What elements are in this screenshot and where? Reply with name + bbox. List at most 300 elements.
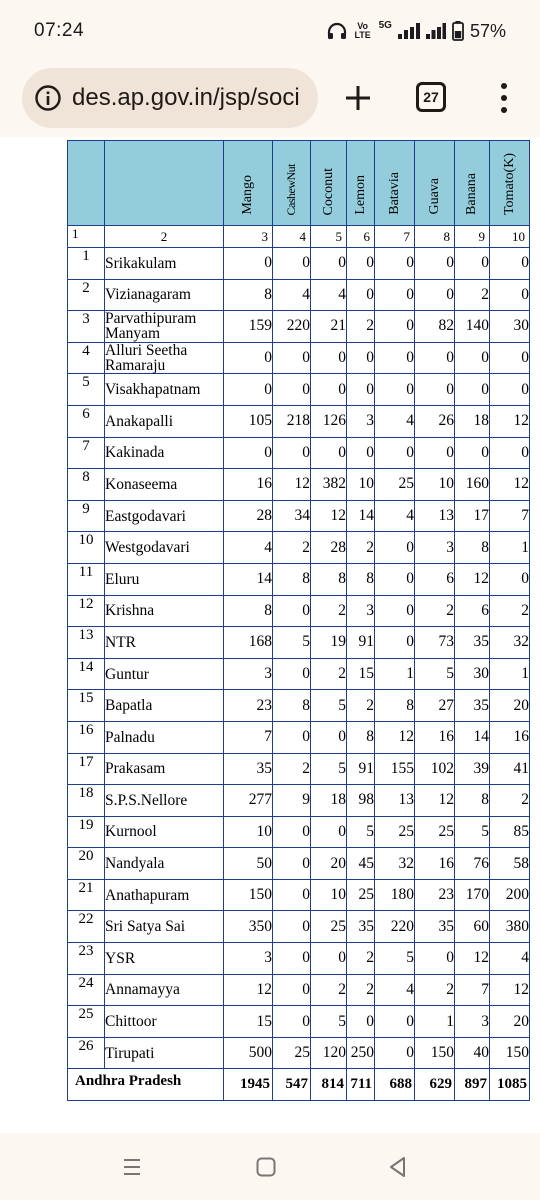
row-value: 5	[311, 1006, 347, 1038]
row-value: 0	[224, 437, 273, 469]
table-row	[68, 721, 530, 753]
row-value: 12	[415, 785, 455, 817]
row-value: 27	[415, 690, 455, 722]
row-serial: 9	[68, 500, 105, 532]
tabs-icon[interactable]	[416, 82, 446, 112]
row-value: 0	[415, 248, 455, 280]
row-value: 8	[455, 532, 490, 564]
row-value: 23	[224, 690, 273, 722]
row-value: 0	[375, 563, 415, 595]
row-serial: 18	[68, 785, 105, 817]
row-value: 20	[490, 1006, 530, 1038]
index-row	[68, 226, 530, 248]
row-value: 10	[347, 469, 375, 501]
row-value: 0	[375, 374, 415, 406]
row-value: 0	[273, 911, 311, 943]
row-value: 4	[375, 500, 415, 532]
row-value: 12	[311, 500, 347, 532]
row-serial: 19	[68, 816, 105, 848]
row-district: Palnadu	[105, 721, 224, 753]
row-value: 14	[455, 721, 490, 753]
row-serial: 22	[68, 911, 105, 943]
row-value: 0	[375, 1037, 415, 1069]
table-row	[68, 974, 530, 1006]
table-row	[68, 405, 530, 437]
header-cashewnut: CashewNut	[273, 141, 311, 226]
row-value: 98	[347, 785, 375, 817]
row-value: 4	[273, 279, 311, 311]
url-text[interactable]: des.ap.gov.in/jsp/soci	[72, 84, 300, 111]
page-viewport[interactable]	[0, 137, 540, 1133]
row-value: 7	[455, 974, 490, 1006]
row-value: 8	[347, 563, 375, 595]
row-district: Parvathipuram Manyam	[105, 311, 224, 343]
table-row	[68, 943, 530, 975]
row-value: 0	[273, 1006, 311, 1038]
row-value: 7	[224, 721, 273, 753]
row-district: Alluri Seetha Ramaraju	[105, 342, 224, 374]
header-district	[105, 141, 224, 226]
row-value: 0	[375, 437, 415, 469]
table-row	[68, 785, 530, 817]
row-value: 159	[224, 311, 273, 343]
row-district: Tirupati	[105, 1037, 224, 1069]
table-row	[68, 753, 530, 785]
row-value: 0	[415, 943, 455, 975]
menu-icon[interactable]	[494, 80, 514, 116]
row-value: 8	[224, 595, 273, 627]
row-value: 35	[455, 690, 490, 722]
row-value: 0	[273, 248, 311, 280]
signal-icon	[426, 23, 446, 39]
row-value: 21	[311, 311, 347, 343]
row-value: 7	[490, 500, 530, 532]
row-value: 0	[490, 279, 530, 311]
index-cell: 5	[311, 226, 347, 248]
row-value: 0	[273, 816, 311, 848]
status-time: 07:24	[34, 20, 85, 41]
row-value: 2	[347, 974, 375, 1006]
table-row	[68, 658, 530, 690]
recents-icon[interactable]	[120, 1155, 144, 1179]
row-value: 220	[375, 911, 415, 943]
row-value: 10	[224, 816, 273, 848]
row-value: 102	[415, 753, 455, 785]
total-row	[68, 1069, 530, 1101]
row-value: 150	[415, 1037, 455, 1069]
row-value: 8	[273, 563, 311, 595]
row-value: 20	[311, 848, 347, 880]
table-row	[68, 532, 530, 564]
back-icon[interactable]	[386, 1155, 410, 1179]
row-value: 5	[375, 943, 415, 975]
row-serial: 8	[68, 469, 105, 501]
row-value: 19	[311, 627, 347, 659]
row-value: 10	[415, 469, 455, 501]
table-row	[68, 374, 530, 406]
horticulture-table	[67, 140, 530, 1101]
row-value: 13	[375, 785, 415, 817]
row-value: 4	[224, 532, 273, 564]
row-value: 0	[273, 437, 311, 469]
table-row	[68, 690, 530, 722]
row-value: 35	[455, 627, 490, 659]
row-value: 76	[455, 848, 490, 880]
row-serial: 12	[68, 595, 105, 627]
row-value: 25	[311, 911, 347, 943]
row-value: 1	[490, 532, 530, 564]
row-value: 0	[375, 342, 415, 374]
total-value: 1945	[224, 1069, 273, 1101]
row-value: 2	[347, 532, 375, 564]
row-district: Kurnool	[105, 816, 224, 848]
row-value: 5	[415, 658, 455, 690]
index-cell: 10	[490, 226, 530, 248]
row-value: 18	[455, 405, 490, 437]
info-icon[interactable]	[34, 84, 62, 112]
row-value: 277	[224, 785, 273, 817]
row-value: 1	[415, 1006, 455, 1038]
index-cell: 4	[273, 226, 311, 248]
row-value: 168	[224, 627, 273, 659]
row-district: Anathapuram	[105, 879, 224, 911]
row-value: 220	[273, 311, 311, 343]
index-cell: 1	[68, 226, 105, 248]
row-value: 8	[273, 690, 311, 722]
row-value: 105	[224, 405, 273, 437]
row-value: 0	[375, 1006, 415, 1038]
row-value: 5	[455, 816, 490, 848]
table-row	[68, 500, 530, 532]
row-serial: 20	[68, 848, 105, 880]
battery-icon	[452, 21, 464, 41]
row-value: 91	[347, 753, 375, 785]
row-value: 0	[415, 437, 455, 469]
row-value: 150	[224, 879, 273, 911]
row-value: 8	[224, 279, 273, 311]
row-value: 0	[490, 437, 530, 469]
row-value: 12	[490, 974, 530, 1006]
row-value: 2	[415, 595, 455, 627]
row-value: 0	[490, 342, 530, 374]
row-district: Kakinada	[105, 437, 224, 469]
row-value: 23	[415, 879, 455, 911]
row-value: 0	[415, 374, 455, 406]
row-district: Chittoor	[105, 1006, 224, 1038]
row-value: 0	[224, 342, 273, 374]
row-value: 82	[415, 311, 455, 343]
row-value: 0	[311, 437, 347, 469]
row-value: 16	[415, 848, 455, 880]
row-value: 60	[455, 911, 490, 943]
address-bar[interactable]	[22, 68, 318, 128]
row-value: 0	[455, 437, 490, 469]
row-value: 0	[273, 879, 311, 911]
header-sn	[68, 141, 105, 226]
total-value: 711	[347, 1069, 375, 1101]
row-district: Sri Satya Sai	[105, 911, 224, 943]
row-value: 12	[490, 405, 530, 437]
row-value: 0	[375, 248, 415, 280]
row-value: 25	[415, 816, 455, 848]
row-value: 3	[224, 658, 273, 690]
row-value: 4	[375, 405, 415, 437]
row-value: 0	[311, 721, 347, 753]
row-value: 2	[347, 943, 375, 975]
row-value: 2	[490, 595, 530, 627]
row-value: 34	[273, 500, 311, 532]
row-value: 6	[455, 595, 490, 627]
table-row	[68, 563, 530, 595]
row-value: 0	[490, 374, 530, 406]
row-value: 0	[375, 311, 415, 343]
row-value: 39	[455, 753, 490, 785]
row-serial: 25	[68, 1006, 105, 1038]
row-value: 0	[490, 563, 530, 595]
table-row	[68, 595, 530, 627]
volte-label: Vo LTE	[354, 21, 371, 40]
index-cell: 3	[224, 226, 273, 248]
home-icon[interactable]	[254, 1155, 278, 1179]
row-value: 0	[455, 342, 490, 374]
row-serial: 13	[68, 627, 105, 659]
row-value: 25	[273, 1037, 311, 1069]
row-value: 35	[415, 911, 455, 943]
browser-toolbar	[0, 62, 540, 134]
status-icons	[327, 21, 506, 42]
row-district: Nandyala	[105, 848, 224, 880]
row-value: 8	[375, 690, 415, 722]
row-value: 13	[415, 500, 455, 532]
row-value: 8	[347, 721, 375, 753]
row-value: 2	[347, 690, 375, 722]
table-row	[68, 816, 530, 848]
row-value: 28	[224, 500, 273, 532]
headphones-icon	[327, 22, 347, 40]
row-value: 30	[455, 658, 490, 690]
header-row	[68, 141, 530, 226]
total-value: 814	[311, 1069, 347, 1101]
row-district: Bapatla	[105, 690, 224, 722]
index-cell: 8	[415, 226, 455, 248]
row-value: 0	[273, 974, 311, 1006]
row-value: 12	[273, 469, 311, 501]
header-banana: Banana	[455, 141, 490, 226]
row-value: 25	[375, 469, 415, 501]
row-district: S.P.S.Nellore	[105, 785, 224, 817]
row-value: 2	[455, 279, 490, 311]
row-value: 30	[490, 311, 530, 343]
table-row	[68, 1006, 530, 1038]
index-cell: 9	[455, 226, 490, 248]
row-value: 3	[455, 1006, 490, 1038]
header-coconut: Coconut	[311, 141, 347, 226]
row-value: 2	[490, 785, 530, 817]
row-serial: 6	[68, 405, 105, 437]
table-row	[68, 911, 530, 943]
row-value: 9	[273, 785, 311, 817]
row-serial: 11	[68, 563, 105, 595]
row-value: 32	[375, 848, 415, 880]
table-row	[68, 342, 530, 374]
row-value: 4	[490, 943, 530, 975]
row-value: 0	[375, 279, 415, 311]
row-value: 2	[273, 532, 311, 564]
row-value: 0	[347, 279, 375, 311]
row-value: 5	[273, 627, 311, 659]
row-value: 15	[224, 1006, 273, 1038]
row-value: 382	[311, 469, 347, 501]
row-value: 2	[311, 658, 347, 690]
row-serial: 16	[68, 721, 105, 753]
row-value: 5	[347, 816, 375, 848]
row-value: 1	[490, 658, 530, 690]
header-tomato: Tomato(K)	[490, 141, 530, 226]
row-serial: 10	[68, 532, 105, 564]
row-value: 218	[273, 405, 311, 437]
row-value: 0	[455, 374, 490, 406]
row-value: 3	[347, 595, 375, 627]
row-value: 0	[375, 627, 415, 659]
row-district: Westgodavari	[105, 532, 224, 564]
row-value: 0	[273, 342, 311, 374]
row-value: 12	[490, 469, 530, 501]
row-value: 170	[455, 879, 490, 911]
row-value: 2	[415, 974, 455, 1006]
row-value: 6	[415, 563, 455, 595]
row-serial: 23	[68, 943, 105, 975]
row-value: 0	[311, 248, 347, 280]
row-value: 91	[347, 627, 375, 659]
row-serial: 15	[68, 690, 105, 722]
row-value: 2	[273, 753, 311, 785]
row-value: 58	[490, 848, 530, 880]
table-row	[68, 437, 530, 469]
row-value: 4	[311, 279, 347, 311]
row-value: 0	[273, 374, 311, 406]
table-row	[68, 279, 530, 311]
row-value: 32	[490, 627, 530, 659]
row-serial: 1	[68, 248, 105, 280]
row-district: Prakasam	[105, 753, 224, 785]
row-value: 41	[490, 753, 530, 785]
table-row	[68, 879, 530, 911]
row-district: Annamayya	[105, 974, 224, 1006]
total-value: 547	[273, 1069, 311, 1101]
signal-icon	[398, 23, 420, 39]
row-value: 45	[347, 848, 375, 880]
row-value: 25	[375, 816, 415, 848]
row-value: 14	[224, 563, 273, 595]
row-serial: 24	[68, 974, 105, 1006]
row-value: 250	[347, 1037, 375, 1069]
row-value: 16	[224, 469, 273, 501]
index-cell: 6	[347, 226, 375, 248]
row-value: 0	[273, 658, 311, 690]
row-serial: 17	[68, 753, 105, 785]
row-value: 35	[347, 911, 375, 943]
row-value: 0	[415, 342, 455, 374]
row-value: 0	[347, 342, 375, 374]
row-serial: 7	[68, 437, 105, 469]
row-value: 8	[311, 563, 347, 595]
total-value: 897	[455, 1069, 490, 1101]
row-value: 0	[375, 532, 415, 564]
row-value: 10	[311, 879, 347, 911]
row-district: Guntur	[105, 658, 224, 690]
row-value: 155	[375, 753, 415, 785]
row-value: 0	[311, 943, 347, 975]
row-value: 120	[311, 1037, 347, 1069]
row-district: Konaseema	[105, 469, 224, 501]
row-district: Anakapalli	[105, 405, 224, 437]
row-serial: 26	[68, 1037, 105, 1069]
row-district: Krishna	[105, 595, 224, 627]
row-value: 4	[375, 974, 415, 1006]
row-value: 0	[311, 342, 347, 374]
row-value: 8	[455, 785, 490, 817]
row-value: 12	[375, 721, 415, 753]
row-value: 14	[347, 500, 375, 532]
row-value: 150	[490, 1037, 530, 1069]
row-value: 126	[311, 405, 347, 437]
row-value: 0	[224, 374, 273, 406]
table-body	[68, 226, 530, 1101]
header-mango: Mango	[224, 141, 273, 226]
row-value: 500	[224, 1037, 273, 1069]
row-value: 180	[375, 879, 415, 911]
index-cell: 2	[105, 226, 224, 248]
row-serial: 3	[68, 311, 105, 343]
index-cell: 7	[375, 226, 415, 248]
row-value: 16	[490, 721, 530, 753]
row-value: 2	[311, 974, 347, 1006]
total-value: 629	[415, 1069, 455, 1101]
row-value: 0	[415, 279, 455, 311]
row-value: 380	[490, 911, 530, 943]
row-value: 40	[455, 1037, 490, 1069]
row-value: 0	[347, 437, 375, 469]
row-value: 3	[224, 943, 273, 975]
plus-icon[interactable]	[340, 80, 376, 116]
row-value: 12	[455, 563, 490, 595]
row-value: 15	[347, 658, 375, 690]
row-value: 0	[347, 374, 375, 406]
row-value: 0	[311, 374, 347, 406]
row-value: 0	[311, 816, 347, 848]
header-lemon: Lemon	[347, 141, 375, 226]
total-label: Andhra Pradesh	[68, 1069, 224, 1101]
row-value: 0	[490, 248, 530, 280]
row-serial: 2	[68, 279, 105, 311]
row-value: 0	[455, 248, 490, 280]
row-value: 0	[273, 721, 311, 753]
row-value: 26	[415, 405, 455, 437]
row-value: 0	[273, 943, 311, 975]
row-value: 50	[224, 848, 273, 880]
row-serial: 4	[68, 342, 105, 374]
row-value: 5	[311, 753, 347, 785]
table-row	[68, 1037, 530, 1069]
row-value: 0	[273, 595, 311, 627]
row-value: 5	[311, 690, 347, 722]
row-value: 25	[347, 879, 375, 911]
row-value: 12	[455, 943, 490, 975]
row-value: 200	[490, 879, 530, 911]
row-value: 18	[311, 785, 347, 817]
row-district: Srikakulam	[105, 248, 224, 280]
row-value: 20	[490, 690, 530, 722]
